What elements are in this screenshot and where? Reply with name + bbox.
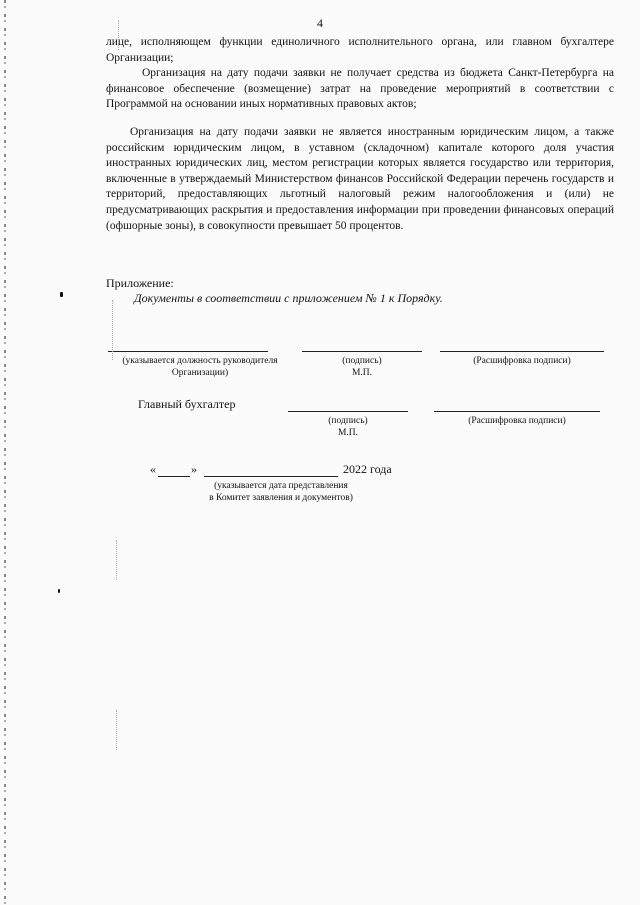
page-number: 4: [317, 16, 323, 30]
date-month-line: [204, 476, 338, 477]
paragraph-2: Организация на дату подачи заявки не получает средства из бюджета Санкт-Петербурга на финансовое обеспечение (возмещение) затрат на проведение мероприятий в соответствии с Программой на основании иных нормативных правовых актов;: [106, 67, 614, 111]
date-close-quote: »: [191, 462, 197, 476]
scan-dotted-line: [116, 710, 117, 750]
accountant-decoding-line: [434, 411, 600, 412]
date-day-line: [158, 476, 190, 477]
appendix-text: Документы в соответствии с приложением № 1 к Порядку.: [134, 291, 443, 305]
date-open-quote: «: [150, 462, 156, 476]
head-decoding-line: [440, 351, 604, 352]
date-caption-line2: в Комитет заявления и документов): [209, 493, 353, 503]
date-caption-line1: (указывается дата представления: [214, 481, 348, 491]
scan-dotted-line: [112, 300, 113, 360]
position-line: [108, 351, 268, 352]
accountant-decoding-caption: (Расшифровка подписи): [468, 416, 566, 426]
accountant-signature-caption: (подпись): [328, 416, 368, 426]
scan-mark: [58, 589, 60, 593]
accountant-label: Главный бухгалтер: [138, 397, 236, 411]
scan-edge: [4, 0, 6, 905]
scan-dotted-line: [118, 20, 119, 50]
head-stamp: М.П.: [351, 368, 373, 378]
date-year: 2022 года: [343, 462, 392, 476]
head-signature-line: [302, 351, 422, 352]
appendix-title: Приложение:: [106, 276, 174, 290]
position-caption: (указывается должность руководителя Организации): [122, 356, 278, 378]
accountant-stamp: М.П.: [337, 428, 359, 438]
paragraph-1: лице, исполняющем функции единоличного исполнительного органа, или главном бухгалтере Организации;: [106, 36, 614, 64]
paragraph-3: Организация на дату подачи заявки не является иностранным юридическим лицом, а также российским юридическим лицом, в уставном (складочном) капитале которого доля участия иностранных юридических лиц, местом регистрации которых является государство или территория, включенные в утверждаемый Министерством финансов Российской Федерации перечень государств и территорий, предоставляющих льготный налоговый режим налогообложения и (или) не предусматривающих раскрытия и предоставления информации при проведении финансовых операций (офшорные зоны), в совокупности превышает 50 процентов.: [106, 126, 614, 232]
head-signature-caption: (подпись): [342, 356, 382, 366]
head-decoding-caption: (Расшифровка подписи): [473, 356, 571, 366]
scan-dotted-line: [116, 540, 117, 580]
accountant-signature-line: [288, 411, 408, 412]
scan-mark: [60, 292, 63, 297]
